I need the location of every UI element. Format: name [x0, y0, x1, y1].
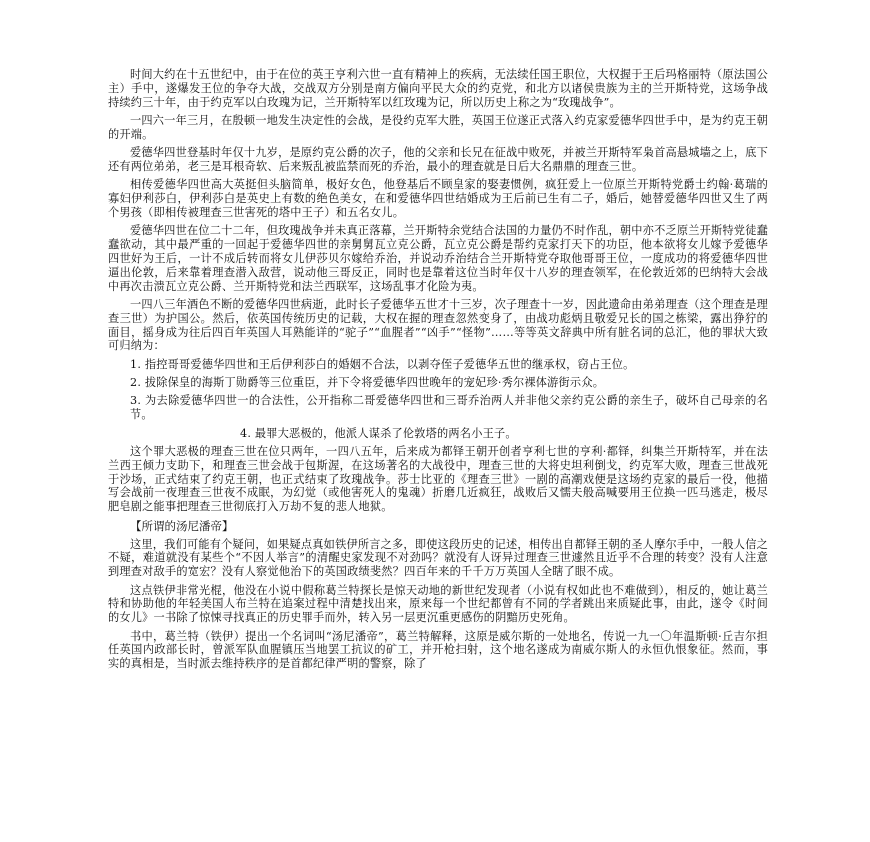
crimes-list: [108, 358, 768, 441]
crime-item-3: 3. 为去除爱德华四世一的合法性，公开指称二哥爱德华四世和三哥乔治两人并非他父亲约克公爵的亲生子，破坏自己母亲的名节。: [130, 394, 768, 422]
intro-section: [108, 68, 768, 353]
paragraph-10: 书中，葛兰特（铁伊）提出一个名词叫“汤尼潘帝”，葛兰特解释，这原是威尔斯的一处地名，传说一九一〇年温斯顿·丘吉尔担任英国内政部长时，曾派军队血腥镇压当地罢工抗议的矿工，并开枪扫射，这个地名遂成为南威尔斯人的永恒仇恨象征。然而，事实的真相是，当时派去维持秩序的是首都纪律严明的警察，除了: [108, 629, 768, 671]
paragraph-9: 这点铁伊非常光棍，他没在小说中假称葛兰特探长是惊天动地的新世纪发现者（小说有权如此也不难做到），相反的，她让葛兰特和协助他的年轻美国人布兰特在追案过程中清楚找出来，原来每一个世纪都曾有不同的学者跳出来质疑此事，由此，遂令《时间的女儿》一书除了惊悚寻找真正的历史罪手而外，转入另一层更沉重更感伤的阴黯历史死角。: [108, 583, 768, 625]
section-heading: 【所谓的汤尼潘帝】: [130, 518, 234, 533]
paragraph-8: 这里，我们可能有个疑问，如果疑点真如铁伊所言之多，即使这段历史的记述，相传出自都铎王朝的圣人摩尔手中，一般人信之不疑，难道就没有某些个“不因人举言”的清醒史家发现不对劲吗？就没有人讶异过理查三世遽然且近乎不合理的转变？没有人注意到理查对敌手的宽宏？没有人察觉他治下的英国政绩斐然？四百年来的千千万万英国人全瞎了眼不成。: [108, 537, 768, 579]
crime-item-4: 4. 最罪大恶极的，他派人谋杀了伦敦塔的两名小王子。: [240, 426, 517, 440]
paragraph-4: 相传爱德华四世高大英挺但头脑简单，极好女色，他登基后不顾皇家的娶妻惯例，疯狂爱上一位原兰开斯特党爵士约翰·葛瑞的寡妇伊利莎白，伊利莎白是英史上有数的绝色美女，在和爱德华四世结婚成为王后前已生有二子，婚后，她替爱德华四世又生了两个男孩（即相传被理查三世害死的塔中王子）和五名女儿。: [108, 178, 768, 219]
crime-item-2: 2. 拔除保皇的海斯丁勋爵等三位重臣，并下令将爱德华四世晚年的宠妃珍·秀尔裸体游街示众。: [130, 376, 605, 390]
paragraph-6: 一四八三年酒色不断的爱德华四世病逝，此时长子爱德华五世才十三岁，次子理查十一岁，因此遗命由弟弟理查（这个理查是理查三世）为护国公。然后，依英国传统历史的记载，大权在握的理查忽然变身了，由战功彪炳且敬爱兄长的国之栋梁，露出狰狞的面目，摇身成为往后四百年英国人耳熟能详的“驼子”“血腥者”“凶手”“怪物”……等等英文辞典中所有脏名词的总汇，他的罪状大致可归纳为：: [108, 297, 768, 353]
crime-item-1: 1. 指控哥哥爱德华四世和王后伊利莎白的婚姻不合法，以剥夺侄子爱德华五世的继承权，窃占王位。: [130, 357, 635, 371]
paragraph-5: 爱德华四世在位二十二年，但玫瑰战争并未真正落幕，兰开斯特余党结合法国的力量仍不时作乱，朝中亦不乏原兰开斯特党徒蠢蠢欲动，其中最严重的一回起于爱德华四世的亲舅舅瓦立克公爵，瓦立克公爵是帮约克家打天下的功臣，他本欲将女儿嫁予爱德华四世好为王后，一计不成后转而将女儿伊莎贝尔嫁给乔治，并说动乔治结合兰开斯特党夺取他哥哥王位，一度成功的将爱德华四世逼出伦敦，后来靠着理查潜入敌营，说动他三哥反正，同时也是靠着这位当时年仅十八岁的理查领军，在伦敦近郊的巴纳特大会战中再次击溃瓦立克公爵、兰开斯特党和法兰西联军，这场乱事才化险为夷。: [108, 224, 768, 293]
paragraph-2: 一四六一年三月，在殷顿一地发生决定性的会战，是役约克军大胜，英国王位遂正式落入约克家爱德华四世手中，是为约克王朝的开端。: [108, 113, 768, 141]
paragraph-7: 这个罪大恶极的理查三世在位只两年，一四八五年，后来成为都铎王朝开创者亨利七世的亨利·都铎，纠集兰开斯特军，并在法兰西王倾力支助下，和理查三世会战于包斯渥，在这场著名的大战役中，理查三世的大将史坦利倒戈，约克军大败，理查三世战死于沙场，正式结束了约克王朝，也正式结束了玫瑰战争。莎士比亚的《理查三世》一剧的高潮戏便是这场约克家的最后一役，他描写会战前一夜理查三世夜不成眠，为幻觉（或他害死人的鬼魂）折磨几近疯狂，战败后又懦夫般高喊要用王位换一匹马逃走，极尽肥皂剧之能事把理查三世彻底打入万劫不复的悲人地狱。: [108, 445, 768, 514]
document-page: [108, 68, 768, 676]
paragraph-3: 爱德华四世登基时年仅十九岁，是原约克公爵的次子，他的父亲和长兄在征战中败死，并被兰开斯特军枭首高悬城墙之上，底下还有两位弟弟，老三是耳根奇软、后来叛乱被监禁而死的乔治，最小的理查就是日后大名鼎鼎的理查三世。: [108, 146, 768, 173]
paragraph-1: 时间大约在十五世纪中，由于在位的英王亨利六世一直有精神上的疾病，无法续任国王职位，大权握于王后玛格丽特（原法国公主）手中，遂爆发王位的争夺大战，交战双方分别是南方偏向平民大众的约克党，和北方以诸侯贵族为主的兰开斯特党，这场争战持续约三十年，由于约克军以白玫瑰为记，兰开斯特军以红玫瑰为记，所以历史上称之为“玫瑰战争”。: [108, 68, 768, 109]
